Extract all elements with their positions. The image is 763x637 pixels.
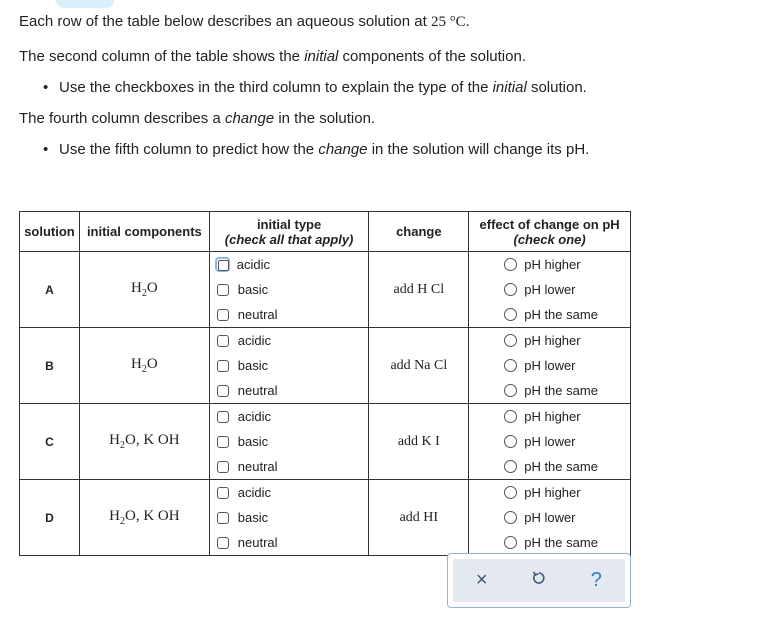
initial-components — [79, 328, 209, 404]
checkbox-label: basic — [237, 282, 269, 297]
effect-option[interactable] — [469, 454, 630, 479]
header-initial-components: initial components — [79, 212, 209, 252]
checkbox[interactable] — [217, 436, 229, 448]
intro-line-3-text: The fourth column describes a — [19, 110, 221, 127]
intro-line-3-emphasis: change — [224, 110, 275, 127]
table-row — [20, 252, 631, 328]
intro-line-2-emphasis: initial — [304, 48, 339, 65]
checkbox[interactable] — [217, 512, 229, 524]
checkbox[interactable] — [215, 257, 230, 272]
bullet-1 — [43, 79, 587, 97]
radio-label: pH higher — [524, 485, 581, 500]
radio-label: pH higher — [524, 409, 581, 424]
radio-button[interactable] — [504, 536, 517, 549]
type-option-basic[interactable] — [210, 429, 369, 454]
bullet-2-emphasis: change — [318, 141, 368, 158]
header-initial-type-label: initial type — [256, 216, 322, 232]
checkbox[interactable] — [217, 537, 229, 549]
type-option-neutral[interactable] — [210, 302, 369, 327]
formula-rest: O — [146, 280, 158, 296]
effect-options — [469, 480, 631, 556]
intro-line-2-end: components of the solution. — [342, 48, 526, 65]
initial-components — [79, 252, 209, 328]
intro-line-1 — [19, 13, 469, 31]
radio-button[interactable] — [504, 511, 517, 524]
header-initial-type-sub: (check all that apply) — [224, 231, 354, 247]
checkbox-label: basic — [237, 510, 269, 525]
radio-label: pH the same — [524, 383, 598, 398]
formula-main: H — [109, 508, 120, 524]
intro-line-3-end: in the solution. — [278, 110, 376, 127]
header-initial-type — [209, 212, 369, 252]
checkbox[interactable] — [217, 411, 229, 423]
header-solution: solution — [20, 212, 80, 252]
change-description: add K I — [369, 404, 469, 480]
formula-rest: O, K OH — [124, 432, 180, 448]
formula-rest: O — [146, 356, 158, 372]
solution-label: A — [20, 252, 80, 328]
checkbox[interactable] — [217, 335, 229, 347]
table-header-row — [20, 212, 631, 252]
type-option-acidic[interactable] — [210, 480, 369, 505]
radio-button[interactable] — [504, 308, 517, 321]
effect-option[interactable] — [469, 378, 630, 403]
initial-type-options — [209, 404, 369, 480]
checkbox-label: neutral — [237, 459, 278, 474]
type-option-basic[interactable] — [210, 353, 369, 378]
checkbox-label: acidic — [237, 485, 272, 500]
reset-button[interactable] — [519, 570, 559, 591]
checkbox-label: neutral — [237, 383, 278, 398]
effect-option[interactable] — [469, 353, 630, 378]
radio-label: pH the same — [524, 535, 598, 550]
type-option-basic[interactable] — [210, 505, 369, 530]
effect-option[interactable] — [469, 277, 630, 302]
bullet-1-emphasis: initial — [492, 79, 527, 96]
radio-button[interactable] — [504, 283, 517, 296]
formula-subscript: 2 — [119, 516, 125, 527]
type-option-basic[interactable] — [210, 277, 369, 302]
radio-label: pH higher — [524, 257, 581, 272]
formula-main: H — [131, 280, 142, 296]
table-row — [20, 404, 631, 480]
solution-label: C — [20, 404, 80, 480]
help-icon[interactable]: ? — [590, 569, 602, 591]
formula-main: H — [109, 432, 120, 448]
header-effect-sub: (check one) — [513, 231, 586, 247]
bullet-2-end: in the solution will change its pH. — [371, 141, 590, 158]
radio-label: pH the same — [524, 307, 598, 322]
initial-type-options — [209, 252, 369, 328]
effect-option[interactable] — [469, 505, 630, 530]
checkbox-label: neutral — [237, 307, 278, 322]
radio-button[interactable] — [504, 384, 517, 397]
effect-options — [469, 404, 631, 480]
bullet-1-end: solution. — [530, 79, 587, 96]
close-icon[interactable]: × — [475, 569, 488, 591]
solution-table — [19, 211, 631, 556]
radio-button[interactable] — [504, 410, 517, 423]
type-option-neutral[interactable] — [210, 530, 369, 555]
intro-line-1-text: Each row of the table below describes an aqueous solution at — [19, 13, 427, 30]
effect-option[interactable] — [469, 252, 630, 277]
answer-toolbar-inner — [453, 559, 625, 602]
radio-button[interactable] — [504, 359, 517, 372]
checkbox[interactable] — [217, 461, 229, 473]
checkbox-label: basic — [237, 358, 269, 373]
change-description: add H Cl — [369, 252, 469, 328]
checkbox-label: neutral — [237, 535, 278, 550]
checkbox[interactable] — [217, 309, 229, 321]
reset-icon — [531, 570, 547, 586]
checkbox-label: acidic — [237, 409, 272, 424]
radio-label: pH lower — [524, 358, 576, 373]
effect-option[interactable] — [469, 480, 630, 505]
intro-line-2-text: The second column of the table shows the — [19, 48, 301, 65]
formula-main: H — [131, 356, 142, 372]
solution-label: B — [20, 328, 80, 404]
effect-options — [469, 328, 631, 404]
radio-button[interactable] — [504, 258, 517, 271]
initial-type-options — [209, 328, 369, 404]
checkbox-label: acidic — [236, 257, 271, 272]
intro-line-3 — [19, 110, 375, 128]
initial-components — [79, 480, 209, 556]
formula-subscript: 2 — [141, 364, 147, 375]
formula-subscript: 2 — [119, 440, 125, 451]
radio-label: pH lower — [524, 434, 576, 449]
type-option-neutral[interactable] — [210, 378, 369, 403]
bullet-2-text: Use the fifth column to predict how the — [59, 141, 315, 158]
radio-button[interactable] — [504, 334, 517, 347]
effect-option[interactable] — [469, 404, 630, 429]
type-option-acidic[interactable] — [210, 328, 369, 353]
bullet-2 — [43, 141, 589, 159]
top-tab-indicator — [56, 0, 114, 8]
effect-option[interactable] — [469, 429, 630, 454]
initial-components — [79, 404, 209, 480]
radio-label: pH the same — [524, 459, 598, 474]
change-description: add Na Cl — [369, 328, 469, 404]
type-option-acidic[interactable] — [210, 404, 369, 429]
radio-label: pH lower — [524, 510, 576, 525]
checkbox[interactable] — [217, 487, 229, 499]
initial-type-options — [209, 480, 369, 556]
bullet-dot: • — [43, 79, 49, 96]
bullet-1-text: Use the checkboxes in the third column to explain the type of the — [59, 79, 489, 96]
checkbox-label: acidic — [237, 333, 272, 348]
type-option-acidic[interactable] — [210, 252, 369, 277]
table-row — [20, 328, 631, 404]
answer-toolbar — [447, 553, 631, 608]
radio-label: pH lower — [524, 282, 576, 297]
checkbox[interactable] — [217, 360, 229, 372]
header-effect-label: effect of change on pH — [479, 216, 620, 232]
header-effect — [469, 212, 631, 252]
formula-rest: O, K OH — [124, 508, 180, 524]
radio-button[interactable] — [504, 460, 517, 473]
change-description: add HI — [369, 480, 469, 556]
header-change: change — [369, 212, 469, 252]
table-row — [20, 480, 631, 556]
radio-button[interactable] — [504, 435, 517, 448]
effect-option[interactable] — [469, 302, 630, 327]
effect-options — [469, 252, 631, 328]
checkbox[interactable] — [217, 385, 229, 397]
type-option-neutral[interactable] — [210, 454, 369, 479]
checkbox[interactable] — [217, 284, 229, 296]
bullet-dot: • — [43, 141, 49, 158]
effect-option[interactable] — [469, 530, 630, 555]
checkbox-label: basic — [237, 434, 269, 449]
formula-subscript: 2 — [141, 288, 147, 299]
radio-label: pH higher — [524, 333, 581, 348]
intro-line-2 — [19, 48, 526, 66]
effect-option[interactable] — [469, 328, 630, 353]
radio-button[interactable] — [504, 486, 517, 499]
solution-label: D — [20, 480, 80, 556]
temperature-value: 25 °C. — [430, 14, 470, 30]
